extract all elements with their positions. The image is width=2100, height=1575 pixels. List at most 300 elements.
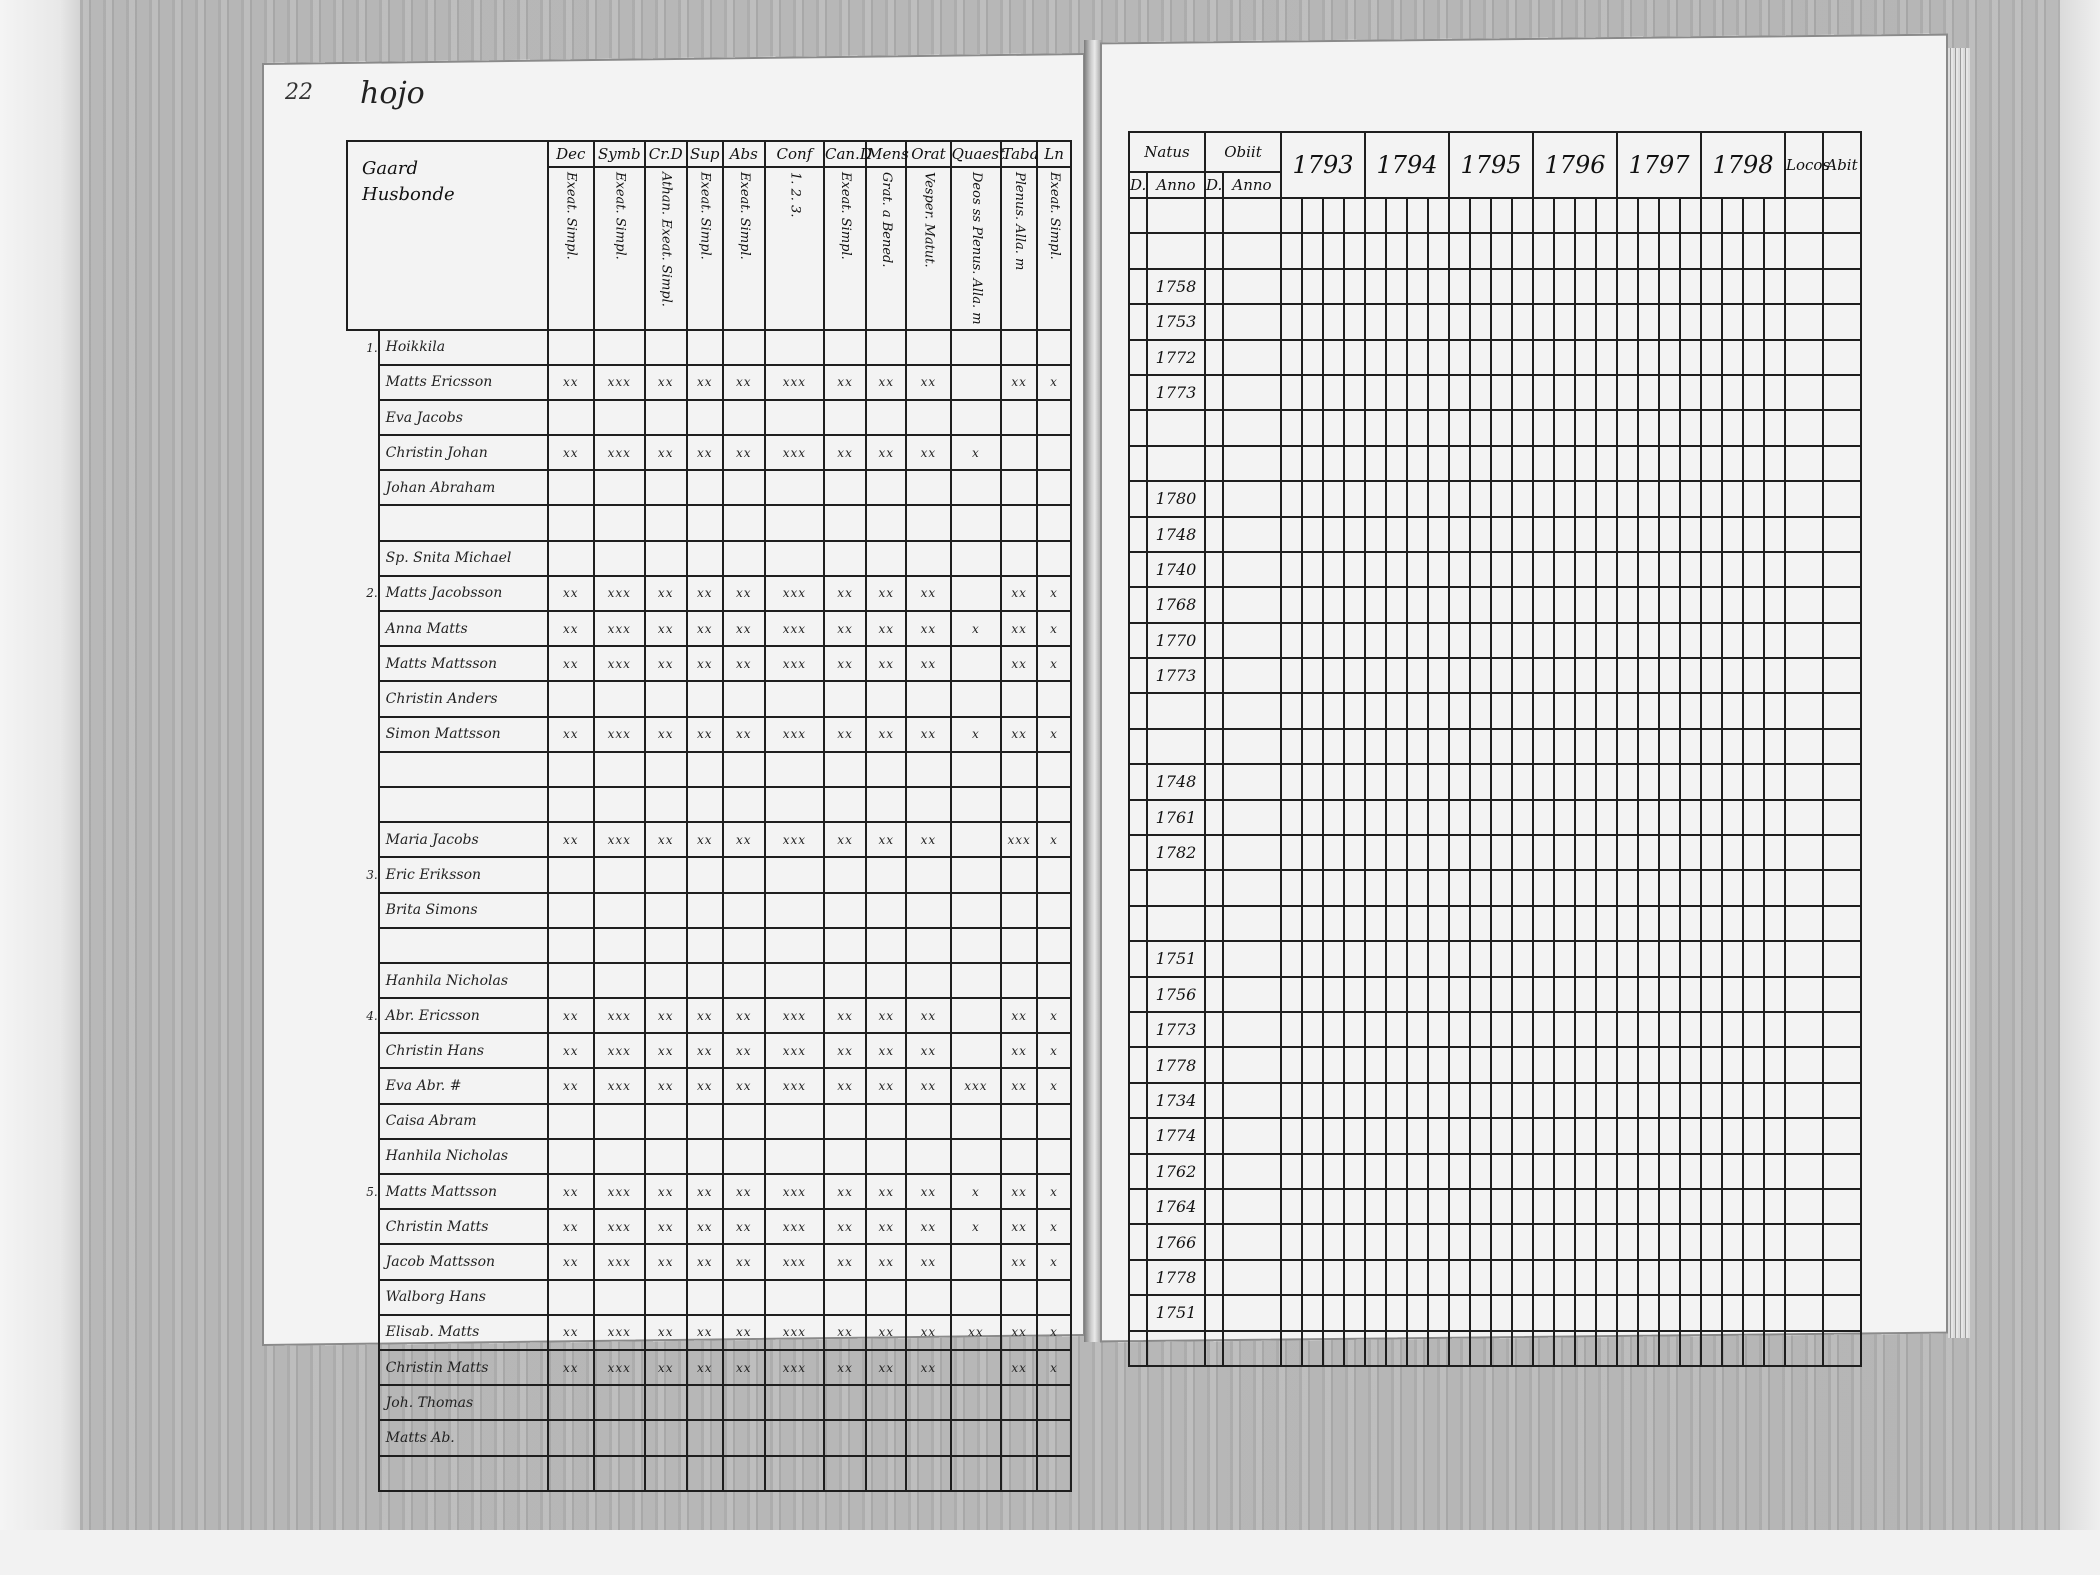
exam-mark bbox=[1037, 541, 1071, 576]
exam-mark: xx bbox=[687, 1350, 723, 1385]
exam-mark bbox=[594, 893, 645, 928]
record-cell bbox=[1281, 870, 1365, 905]
record-cell bbox=[1823, 198, 1861, 233]
exam-mark: xx bbox=[548, 1244, 594, 1279]
exam-mark: xxx bbox=[765, 1244, 824, 1279]
exam-mark: xx bbox=[687, 1315, 723, 1350]
exam-mark bbox=[765, 893, 824, 928]
record-cell bbox=[1281, 906, 1365, 941]
exam-mark: xx bbox=[824, 1174, 866, 1209]
record-cell bbox=[1533, 1260, 1617, 1295]
record-cell bbox=[1223, 446, 1281, 481]
exam-mark: xx bbox=[723, 435, 765, 470]
exam-mark: xx bbox=[687, 576, 723, 611]
birth-year: 1734 bbox=[1147, 1083, 1205, 1118]
record-cell bbox=[1449, 304, 1533, 339]
exam-mark bbox=[866, 963, 906, 998]
record-cell bbox=[1449, 198, 1533, 233]
birth-year bbox=[1147, 693, 1205, 728]
record-cell bbox=[1129, 693, 1147, 728]
exam-mark: xxx bbox=[594, 1350, 645, 1385]
exam-mark: xxx bbox=[765, 435, 824, 470]
record-cell bbox=[1533, 941, 1617, 976]
record-cell bbox=[1785, 233, 1823, 268]
record-cell bbox=[1223, 233, 1281, 268]
record-cell bbox=[1365, 1331, 1449, 1366]
exam-mark: xx bbox=[723, 1315, 765, 1350]
record-cell bbox=[1281, 269, 1365, 304]
exam-mark bbox=[548, 1280, 594, 1315]
register-row bbox=[347, 1456, 1071, 1491]
birth-year: 1762 bbox=[1147, 1154, 1205, 1189]
record-cell bbox=[1129, 446, 1147, 481]
exam-mark: xx bbox=[687, 1033, 723, 1068]
record-cell bbox=[1533, 587, 1617, 622]
record-row bbox=[1129, 835, 1861, 870]
exam-mark bbox=[765, 1420, 824, 1455]
record-cell bbox=[1129, 1260, 1147, 1295]
exam-mark: x bbox=[951, 1174, 1002, 1209]
exam-mark bbox=[906, 928, 950, 963]
record-cell bbox=[1701, 1331, 1785, 1366]
record-cell bbox=[1701, 1260, 1785, 1295]
record-cell bbox=[1701, 552, 1785, 587]
exam-mark: xx bbox=[906, 1315, 950, 1350]
record-cell bbox=[1223, 304, 1281, 339]
record-cell bbox=[1129, 481, 1147, 516]
person-name bbox=[379, 928, 548, 963]
exam-mark bbox=[951, 752, 1002, 787]
exam-mark: xxx bbox=[765, 365, 824, 400]
record-cell bbox=[1205, 1189, 1223, 1224]
record-cell bbox=[1701, 587, 1785, 622]
exam-mark bbox=[548, 1420, 594, 1455]
record-cell bbox=[1533, 304, 1617, 339]
record-row bbox=[1129, 1118, 1861, 1153]
record-cell bbox=[1823, 1224, 1861, 1259]
locos-header: Locos bbox=[1785, 132, 1823, 198]
abit-header: Abit bbox=[1823, 132, 1861, 198]
exam-mark bbox=[824, 963, 866, 998]
household-number bbox=[347, 1139, 379, 1174]
natus-header: Natus bbox=[1129, 132, 1205, 172]
record-cell bbox=[1449, 517, 1533, 552]
record-cell bbox=[1823, 304, 1861, 339]
exam-mark: xxx bbox=[594, 1174, 645, 1209]
record-cell bbox=[1701, 1012, 1785, 1047]
record-row bbox=[1129, 1083, 1861, 1118]
household-number: 1. bbox=[347, 330, 379, 365]
record-cell bbox=[1223, 941, 1281, 976]
exam-mark bbox=[645, 787, 687, 822]
record-cell bbox=[1617, 906, 1701, 941]
exam-mark: x bbox=[1037, 1174, 1071, 1209]
record-cell bbox=[1205, 977, 1223, 1012]
birth-year: 1770 bbox=[1147, 623, 1205, 658]
record-cell bbox=[1533, 198, 1617, 233]
birth-year: 1756 bbox=[1147, 977, 1205, 1012]
exam-mark bbox=[765, 681, 824, 716]
exam-mark bbox=[723, 505, 765, 540]
record-cell bbox=[1205, 870, 1223, 905]
record-cell bbox=[1617, 1047, 1701, 1082]
exam-mark: x bbox=[951, 717, 1002, 752]
exam-mark bbox=[951, 822, 1002, 857]
exam-mark: x bbox=[1037, 1350, 1071, 1385]
record-cell bbox=[1129, 800, 1147, 835]
exam-mark bbox=[1037, 1420, 1071, 1455]
register-row bbox=[347, 717, 1071, 752]
record-cell bbox=[1205, 375, 1223, 410]
exam-mark: xx bbox=[824, 1209, 866, 1244]
exam-mark bbox=[645, 893, 687, 928]
exam-mark: xx bbox=[687, 1244, 723, 1279]
exam-mark bbox=[866, 1456, 906, 1491]
record-cell bbox=[1129, 233, 1147, 268]
exam-mark: xxx bbox=[765, 717, 824, 752]
exam-mark: xx bbox=[824, 717, 866, 752]
subheader-text: Deos ss Plenus. Alla. m bbox=[968, 172, 984, 325]
register-row bbox=[347, 470, 1071, 505]
birth-year: 1748 bbox=[1147, 517, 1205, 552]
name-column-header: Gaard Husbonde bbox=[347, 141, 548, 330]
record-cell bbox=[1281, 375, 1365, 410]
record-cell bbox=[1701, 1154, 1785, 1189]
person-name: Johan Abraham bbox=[379, 470, 548, 505]
record-cell bbox=[1129, 1012, 1147, 1047]
record-cell bbox=[1365, 800, 1449, 835]
exam-mark bbox=[1001, 857, 1037, 892]
record-cell bbox=[1533, 1118, 1617, 1153]
exam-mark: xx bbox=[1001, 646, 1037, 681]
exam-mark bbox=[548, 928, 594, 963]
record-cell bbox=[1701, 729, 1785, 764]
subheader bbox=[951, 167, 1002, 330]
exam-mark bbox=[687, 787, 723, 822]
record-cell bbox=[1617, 233, 1701, 268]
exam-mark bbox=[824, 752, 866, 787]
exam-mark bbox=[723, 470, 765, 505]
exam-mark bbox=[723, 541, 765, 576]
exam-mark bbox=[824, 1104, 866, 1139]
exam-mark: xx bbox=[723, 1068, 765, 1103]
exam-mark bbox=[645, 1456, 687, 1491]
exam-mark: xx bbox=[687, 435, 723, 470]
subheader-text: Exeat. Simpl. bbox=[1047, 172, 1063, 260]
exam-mark bbox=[548, 893, 594, 928]
record-cell bbox=[1449, 729, 1533, 764]
record-cell bbox=[1365, 304, 1449, 339]
exam-mark: xx bbox=[866, 1244, 906, 1279]
group-header: Symb bbox=[594, 141, 645, 167]
record-cell bbox=[1617, 481, 1701, 516]
record-cell bbox=[1129, 1154, 1147, 1189]
record-cell bbox=[1785, 1047, 1823, 1082]
record-cell bbox=[1449, 446, 1533, 481]
exam-mark bbox=[723, 857, 765, 892]
birth-year: 1751 bbox=[1147, 1295, 1205, 1330]
exam-mark bbox=[906, 1456, 950, 1491]
record-cell bbox=[1205, 340, 1223, 375]
record-cell bbox=[1823, 693, 1861, 728]
person-name: Hanhila Nicholas bbox=[379, 963, 548, 998]
exam-mark: xx bbox=[645, 822, 687, 857]
record-cell bbox=[1533, 729, 1617, 764]
exam-mark bbox=[906, 963, 950, 998]
group-header: Sup bbox=[687, 141, 723, 167]
exam-mark: xx bbox=[824, 1350, 866, 1385]
record-cell bbox=[1223, 410, 1281, 445]
record-cell bbox=[1129, 1118, 1147, 1153]
record-cell bbox=[1223, 658, 1281, 693]
record-cell bbox=[1449, 375, 1533, 410]
register-row bbox=[347, 963, 1071, 998]
record-cell bbox=[1701, 623, 1785, 658]
record-cell bbox=[1449, 941, 1533, 976]
obiit-day-header: D. bbox=[1205, 172, 1223, 198]
birth-year: 1773 bbox=[1147, 658, 1205, 693]
record-cell bbox=[1701, 481, 1785, 516]
record-cell bbox=[1205, 1083, 1223, 1118]
record-cell bbox=[1205, 729, 1223, 764]
exam-mark: xx bbox=[1001, 1350, 1037, 1385]
record-cell bbox=[1205, 1331, 1223, 1366]
register-row bbox=[347, 646, 1071, 681]
exam-mark bbox=[548, 681, 594, 716]
record-cell bbox=[1533, 1189, 1617, 1224]
exam-mark bbox=[906, 400, 950, 435]
record-cell bbox=[1205, 198, 1223, 233]
natus-day-header: D. bbox=[1129, 172, 1147, 198]
exam-mark bbox=[645, 1420, 687, 1455]
record-row bbox=[1129, 1331, 1861, 1366]
record-cell bbox=[1617, 1260, 1701, 1295]
exam-mark bbox=[687, 400, 723, 435]
record-cell bbox=[1617, 693, 1701, 728]
record-cell bbox=[1129, 870, 1147, 905]
exam-mark: xx bbox=[906, 998, 950, 1033]
subheader-text: Exeat. Simpl. bbox=[736, 172, 752, 260]
exam-mark bbox=[1037, 893, 1071, 928]
record-cell bbox=[1365, 233, 1449, 268]
record-cell bbox=[1785, 729, 1823, 764]
exam-mark: xx bbox=[645, 998, 687, 1033]
exam-mark bbox=[765, 1456, 824, 1491]
record-cell bbox=[1281, 693, 1365, 728]
exam-mark: xx bbox=[824, 1068, 866, 1103]
record-cell bbox=[1785, 1295, 1823, 1330]
record-cell bbox=[1281, 941, 1365, 976]
record-cell bbox=[1533, 340, 1617, 375]
exam-mark: xxx bbox=[765, 576, 824, 611]
exam-mark: xx bbox=[906, 1244, 950, 1279]
register-row bbox=[347, 505, 1071, 540]
record-row bbox=[1129, 870, 1861, 905]
exam-mark: xx bbox=[548, 717, 594, 752]
record-cell bbox=[1617, 269, 1701, 304]
record-cell bbox=[1823, 729, 1861, 764]
exam-mark bbox=[548, 1104, 594, 1139]
record-row bbox=[1129, 977, 1861, 1012]
exam-mark bbox=[765, 928, 824, 963]
household-number bbox=[347, 541, 379, 576]
record-cell bbox=[1449, 587, 1533, 622]
household-number bbox=[347, 822, 379, 857]
birth-year: 1766 bbox=[1147, 1224, 1205, 1259]
birth-year bbox=[1147, 729, 1205, 764]
group-header: Can.D bbox=[824, 141, 866, 167]
exam-mark bbox=[645, 470, 687, 505]
exam-mark bbox=[824, 681, 866, 716]
exam-mark bbox=[594, 928, 645, 963]
record-cell bbox=[1823, 1154, 1861, 1189]
exam-mark: xx bbox=[645, 611, 687, 646]
record-cell bbox=[1617, 835, 1701, 870]
exam-mark: xx bbox=[645, 1033, 687, 1068]
year-header-1793: 1793 bbox=[1281, 132, 1365, 198]
exam-mark bbox=[594, 1104, 645, 1139]
exam-mark: xx bbox=[548, 1068, 594, 1103]
record-cell bbox=[1785, 658, 1823, 693]
person-name bbox=[379, 505, 548, 540]
exam-mark: x bbox=[1037, 1209, 1071, 1244]
household-number bbox=[347, 1350, 379, 1385]
year-header-1795: 1795 bbox=[1449, 132, 1533, 198]
exam-mark bbox=[765, 963, 824, 998]
group-header: Cr.D bbox=[645, 141, 687, 167]
household-number bbox=[347, 752, 379, 787]
record-cell bbox=[1449, 269, 1533, 304]
natus-year-header: Anno bbox=[1147, 172, 1205, 198]
exam-mark bbox=[824, 505, 866, 540]
exam-mark: x bbox=[1037, 365, 1071, 400]
birth-year: 1764 bbox=[1147, 1189, 1205, 1224]
exam-mark bbox=[824, 330, 866, 365]
exam-mark: xx bbox=[906, 822, 950, 857]
exam-mark bbox=[687, 1420, 723, 1455]
exam-mark bbox=[687, 893, 723, 928]
exam-mark bbox=[645, 963, 687, 998]
exam-mark: xx bbox=[1001, 365, 1037, 400]
exam-mark bbox=[645, 681, 687, 716]
exam-mark: xx bbox=[1001, 1209, 1037, 1244]
exam-mark: xx bbox=[645, 1350, 687, 1385]
birth-year: 1782 bbox=[1147, 835, 1205, 870]
record-cell bbox=[1365, 1154, 1449, 1189]
record-cell bbox=[1449, 1118, 1533, 1153]
birth-year-rows bbox=[1129, 198, 1861, 1366]
record-row bbox=[1129, 1189, 1861, 1224]
exam-mark: xx bbox=[723, 1350, 765, 1385]
record-cell bbox=[1223, 1154, 1281, 1189]
exam-mark bbox=[594, 400, 645, 435]
exam-mark: xx bbox=[1001, 1068, 1037, 1103]
exam-mark bbox=[951, 1139, 1002, 1174]
record-cell bbox=[1785, 375, 1823, 410]
person-name bbox=[379, 787, 548, 822]
exam-mark bbox=[1037, 787, 1071, 822]
exam-mark: xxx bbox=[594, 717, 645, 752]
record-cell bbox=[1617, 410, 1701, 445]
exam-mark: x bbox=[1037, 1033, 1071, 1068]
record-cell bbox=[1701, 233, 1785, 268]
birth-year: 1748 bbox=[1147, 764, 1205, 799]
exam-mark bbox=[906, 681, 950, 716]
record-cell bbox=[1365, 410, 1449, 445]
person-name: Matts Ab. bbox=[379, 1420, 548, 1455]
record-cell bbox=[1223, 517, 1281, 552]
record-cell bbox=[1785, 1154, 1823, 1189]
exam-mark: x bbox=[1037, 717, 1071, 752]
record-cell bbox=[1785, 941, 1823, 976]
exam-mark: xxx bbox=[765, 1068, 824, 1103]
exam-mark: xxx bbox=[594, 998, 645, 1033]
exam-mark bbox=[548, 752, 594, 787]
record-cell bbox=[1533, 1224, 1617, 1259]
exam-mark bbox=[765, 857, 824, 892]
record-cell bbox=[1533, 517, 1617, 552]
household-number bbox=[347, 646, 379, 681]
exam-mark bbox=[1037, 752, 1071, 787]
exam-mark: xxx bbox=[594, 822, 645, 857]
record-cell bbox=[1281, 1260, 1365, 1295]
record-cell bbox=[1223, 764, 1281, 799]
record-cell bbox=[1533, 1154, 1617, 1189]
exam-mark bbox=[824, 1280, 866, 1315]
record-cell bbox=[1449, 1295, 1533, 1330]
exam-mark bbox=[645, 752, 687, 787]
exam-mark bbox=[723, 928, 765, 963]
record-cell bbox=[1129, 835, 1147, 870]
record-cell bbox=[1449, 658, 1533, 693]
record-cell bbox=[1449, 1189, 1533, 1224]
record-cell bbox=[1617, 1118, 1701, 1153]
record-cell bbox=[1365, 1083, 1449, 1118]
exam-mark bbox=[594, 1139, 645, 1174]
exam-mark: xx bbox=[723, 1244, 765, 1279]
record-cell bbox=[1205, 941, 1223, 976]
exam-mark bbox=[548, 505, 594, 540]
exam-mark bbox=[951, 541, 1002, 576]
exam-mark bbox=[866, 787, 906, 822]
exam-mark bbox=[824, 1385, 866, 1420]
exam-mark bbox=[951, 1244, 1002, 1279]
exam-mark: xx bbox=[548, 365, 594, 400]
exam-mark: xx bbox=[866, 717, 906, 752]
record-cell bbox=[1823, 623, 1861, 658]
record-cell bbox=[1533, 623, 1617, 658]
record-cell bbox=[1449, 340, 1533, 375]
record-row bbox=[1129, 1012, 1861, 1047]
exam-mark bbox=[866, 1104, 906, 1139]
exam-mark bbox=[951, 1104, 1002, 1139]
person-name: Matts Ericsson bbox=[379, 365, 548, 400]
birth-year: 1773 bbox=[1147, 375, 1205, 410]
exam-mark bbox=[594, 857, 645, 892]
exam-mark bbox=[951, 1456, 1002, 1491]
record-row bbox=[1129, 304, 1861, 339]
record-cell bbox=[1449, 623, 1533, 658]
person-name: Sp. Snita Michael bbox=[379, 541, 548, 576]
record-cell bbox=[1449, 1154, 1533, 1189]
record-cell bbox=[1129, 1189, 1147, 1224]
exam-mark: xx bbox=[548, 1315, 594, 1350]
exam-mark: x bbox=[1037, 611, 1071, 646]
record-cell bbox=[1617, 729, 1701, 764]
record-cell bbox=[1701, 764, 1785, 799]
exam-mark bbox=[687, 505, 723, 540]
exam-mark bbox=[723, 752, 765, 787]
